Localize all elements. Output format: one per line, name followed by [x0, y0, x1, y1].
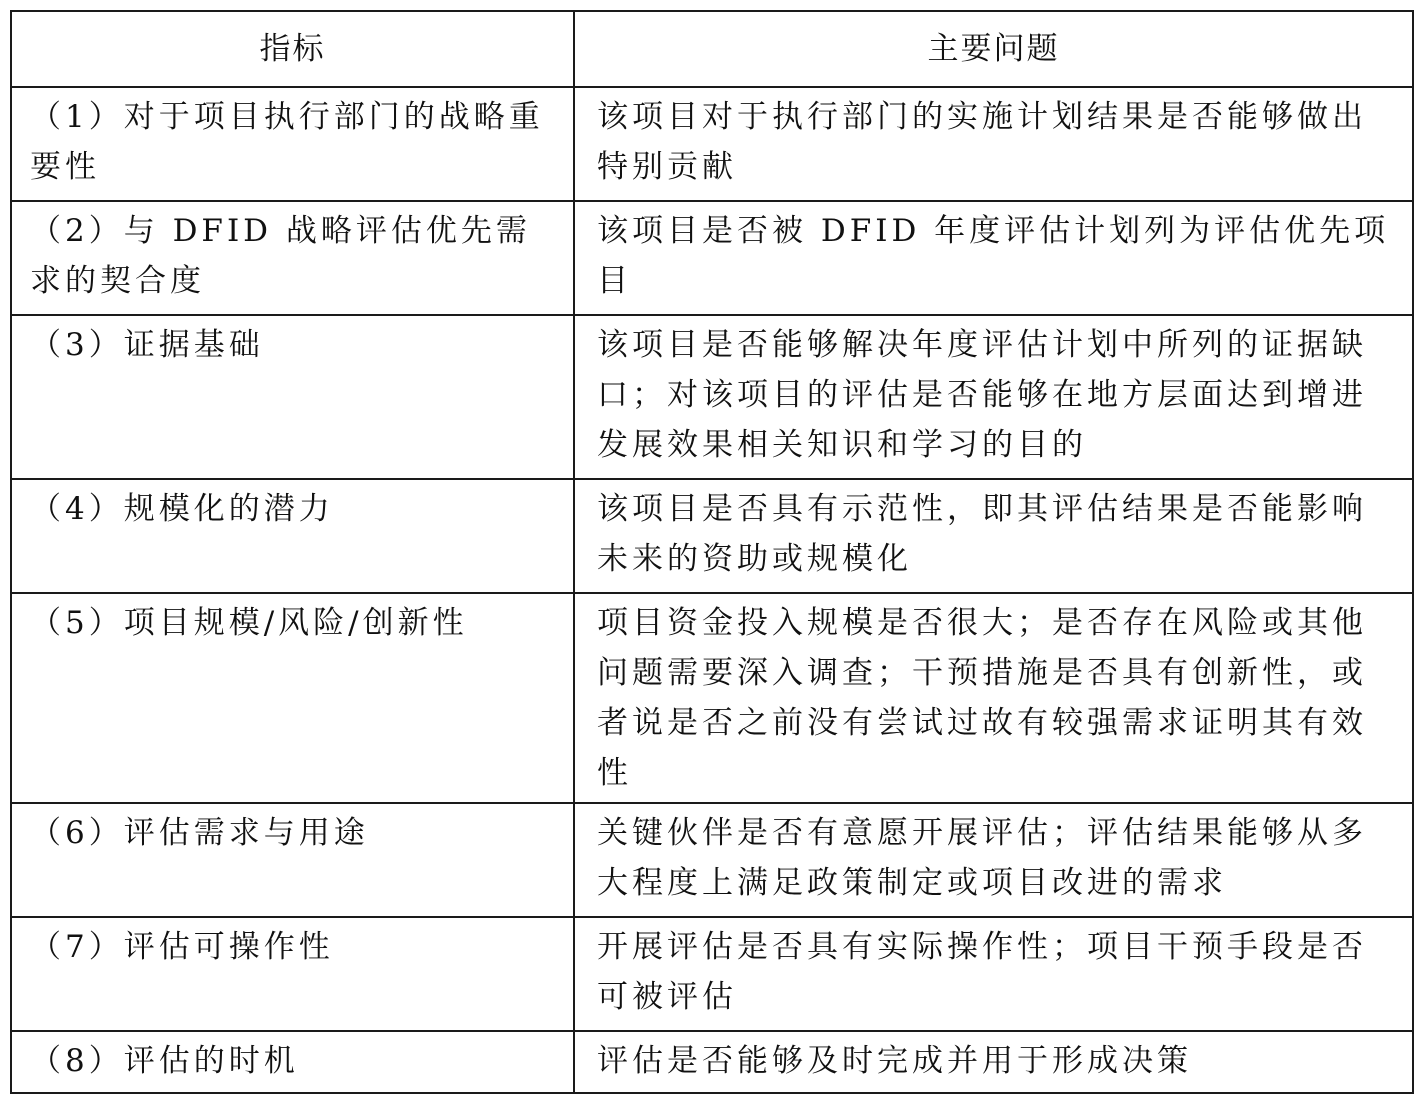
- evaluation-criteria-table: [10, 10, 1414, 1094]
- table-row: [11, 1031, 1413, 1093]
- issue-cell: 该项目对于执行部门的实施计划结果是否能够做出特别贡献: [574, 87, 1413, 201]
- issue-cell: 该项目是否被 DFID 年度评估计划列为评估优先项目: [574, 201, 1413, 315]
- table-row: [11, 593, 1413, 803]
- table-row: [11, 201, 1413, 315]
- table-row: [11, 803, 1413, 917]
- table-header-row: [11, 11, 1413, 87]
- issue-cell: 该项目是否能够解决年度评估计划中所列的证据缺口；对该项目的评估是否能够在地方层面达到增进发展效果相关知识和学习的目的: [574, 315, 1413, 479]
- indicator-cell: （6）评估需求与用途: [11, 803, 574, 917]
- header-indicator: 指标: [11, 11, 574, 87]
- table-row: [11, 479, 1413, 593]
- table-row: [11, 87, 1413, 201]
- indicator-cell: （1）对于项目执行部门的战略重要性: [11, 87, 574, 201]
- issue-cell: 评估是否能够及时完成并用于形成决策: [574, 1031, 1413, 1093]
- indicator-cell: （8）评估的时机: [11, 1031, 574, 1093]
- indicator-cell: （4）规模化的潜力: [11, 479, 574, 593]
- evaluation-criteria-table-container: [10, 10, 1412, 1094]
- indicator-cell: （2）与 DFID 战略评估优先需求的契合度: [11, 201, 574, 315]
- issue-cell: 开展评估是否具有实际操作性；项目干预手段是否可被评估: [574, 917, 1413, 1031]
- indicator-cell: （3）证据基础: [11, 315, 574, 479]
- indicator-cell: （7）评估可操作性: [11, 917, 574, 1031]
- table-row: [11, 917, 1413, 1031]
- issue-cell: 该项目是否具有示范性，即其评估结果是否能影响未来的资助或规模化: [574, 479, 1413, 593]
- issue-cell: 项目资金投入规模是否很大；是否存在风险或其他问题需要深入调查；干预措施是否具有创新性，或者说是否之前没有尝试过故有较强需求证明其有效性: [574, 593, 1413, 803]
- indicator-cell: （5）项目规模/风险/创新性: [11, 593, 574, 803]
- issue-cell: 关键伙伴是否有意愿开展评估；评估结果能够从多大程度上满足政策制定或项目改进的需求: [574, 803, 1413, 917]
- table-row: [11, 315, 1413, 479]
- header-main-issues: 主要问题: [574, 11, 1413, 87]
